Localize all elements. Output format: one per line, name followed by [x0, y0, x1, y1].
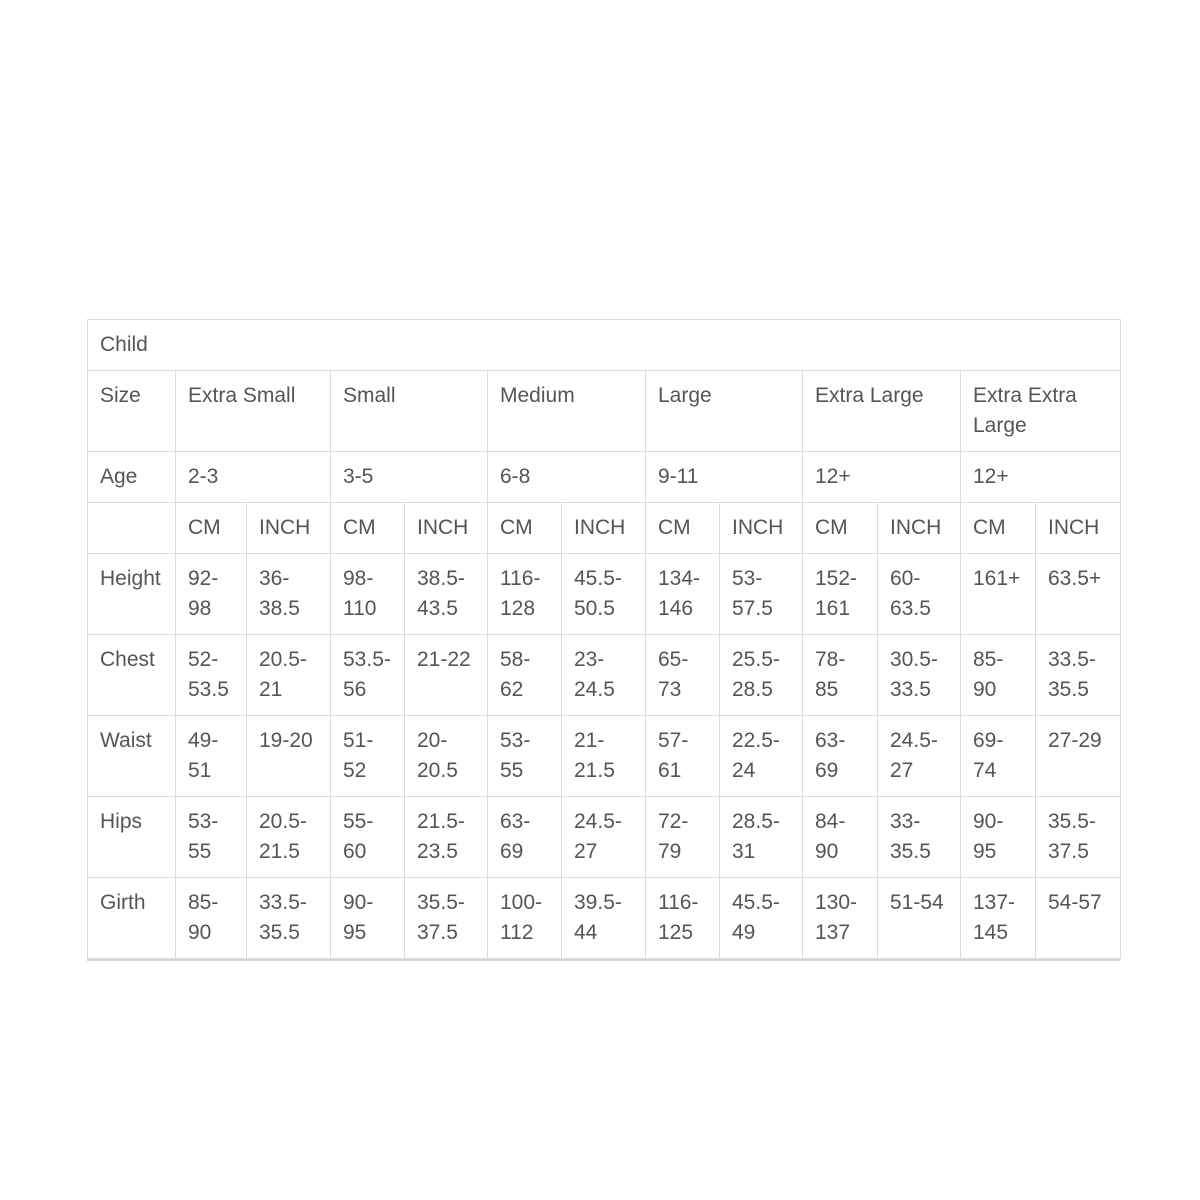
measure-cell: 33-35.5 — [878, 797, 961, 878]
measure-cell: 20.5-21.5 — [247, 797, 331, 878]
measure-cell: 63-69 — [803, 716, 878, 797]
unit-inch: INCH — [562, 503, 646, 554]
measure-cell: 58-62 — [488, 635, 562, 716]
measure-cell: 28.5-31 — [720, 797, 803, 878]
measure-cell: 85-90 — [176, 878, 247, 959]
unit-inch: INCH — [878, 503, 961, 554]
unit-row-blank — [88, 503, 176, 554]
size-extra-large: Extra Large — [803, 371, 961, 452]
measure-cell: 90-95 — [961, 797, 1036, 878]
measure-cell: 20.5-21 — [247, 635, 331, 716]
measure-row-height — [88, 554, 1121, 635]
size-extra-extra-large: Extra Extra Large — [961, 371, 1121, 452]
measure-cell: 36-38.5 — [247, 554, 331, 635]
measure-cell: 161+ — [961, 554, 1036, 635]
measure-cell: 98-110 — [331, 554, 405, 635]
measure-cell: 90-95 — [331, 878, 405, 959]
age-cell: 12+ — [961, 452, 1121, 503]
measure-cell: 35.5-37.5 — [405, 878, 488, 959]
row-label: Height — [88, 554, 176, 635]
unit-inch: INCH — [1036, 503, 1121, 554]
measure-cell: 20-20.5 — [405, 716, 488, 797]
measure-cell: 49-51 — [176, 716, 247, 797]
measure-cell: 53-55 — [488, 716, 562, 797]
size-label: Size — [88, 371, 176, 452]
measure-cell: 25.5-28.5 — [720, 635, 803, 716]
measure-cell: 21.5-23.5 — [405, 797, 488, 878]
measure-cell: 24.5-27 — [562, 797, 646, 878]
measure-cell: 51-52 — [331, 716, 405, 797]
measure-cell: 85-90 — [961, 635, 1036, 716]
measure-cell: 130-137 — [803, 878, 878, 959]
age-label: Age — [88, 452, 176, 503]
unit-cm: CM — [176, 503, 247, 554]
measure-cell: 19-20 — [247, 716, 331, 797]
unit-inch: INCH — [720, 503, 803, 554]
age-row — [88, 452, 1121, 503]
measure-cell: 69-74 — [961, 716, 1036, 797]
measure-cell: 54-57 — [1036, 878, 1121, 959]
measure-cell: 152-161 — [803, 554, 878, 635]
measure-row-waist — [88, 716, 1121, 797]
measure-cell: 57-61 — [646, 716, 720, 797]
age-cell: 6-8 — [488, 452, 646, 503]
measure-cell: 21-21.5 — [562, 716, 646, 797]
measure-row-hips — [88, 797, 1121, 878]
row-label: Hips — [88, 797, 176, 878]
row-label: Girth — [88, 878, 176, 959]
measure-cell: 92-98 — [176, 554, 247, 635]
unit-inch: INCH — [405, 503, 488, 554]
age-cell: 9-11 — [646, 452, 803, 503]
measure-cell: 51-54 — [878, 878, 961, 959]
age-cell: 3-5 — [331, 452, 488, 503]
measure-cell: 45.5-49 — [720, 878, 803, 959]
measure-cell: 137-145 — [961, 878, 1036, 959]
measure-cell: 78-85 — [803, 635, 878, 716]
measure-cell: 63.5+ — [1036, 554, 1121, 635]
measure-cell: 84-90 — [803, 797, 878, 878]
measure-cell: 24.5-27 — [878, 716, 961, 797]
measure-cell: 27-29 — [1036, 716, 1121, 797]
measure-cell: 23-24.5 — [562, 635, 646, 716]
measure-cell: 53.5-56 — [331, 635, 405, 716]
unit-cm: CM — [961, 503, 1036, 554]
size-medium: Medium — [488, 371, 646, 452]
age-cell: 2-3 — [176, 452, 331, 503]
unit-row — [88, 503, 1121, 554]
measure-cell: 21-22 — [405, 635, 488, 716]
measure-cell: 33.5-35.5 — [1036, 635, 1121, 716]
measure-cell: 116-125 — [646, 878, 720, 959]
age-cell: 12+ — [803, 452, 961, 503]
measure-cell: 134-146 — [646, 554, 720, 635]
measure-row-chest — [88, 635, 1121, 716]
unit-cm: CM — [488, 503, 562, 554]
row-label: Chest — [88, 635, 176, 716]
measure-cell: 52-53.5 — [176, 635, 247, 716]
measure-cell: 60-63.5 — [878, 554, 961, 635]
size-large: Large — [646, 371, 803, 452]
unit-cm: CM — [803, 503, 878, 554]
measure-cell: 33.5-35.5 — [247, 878, 331, 959]
size-chart-table — [87, 319, 1121, 959]
row-label: Waist — [88, 716, 176, 797]
measure-cell: 55-60 — [331, 797, 405, 878]
measure-cell: 116-128 — [488, 554, 562, 635]
size-row — [88, 371, 1121, 452]
unit-inch: INCH — [247, 503, 331, 554]
unit-cm: CM — [646, 503, 720, 554]
measure-row-girth — [88, 878, 1121, 959]
table-title-row — [88, 320, 1121, 371]
measure-cell: 45.5-50.5 — [562, 554, 646, 635]
measure-cell: 30.5-33.5 — [878, 635, 961, 716]
measure-cell: 35.5-37.5 — [1036, 797, 1121, 878]
measure-cell: 72-79 — [646, 797, 720, 878]
measure-cell: 53-57.5 — [720, 554, 803, 635]
size-extra-small: Extra Small — [176, 371, 331, 452]
measure-cell: 65-73 — [646, 635, 720, 716]
unit-cm: CM — [331, 503, 405, 554]
table-title: Child — [88, 320, 1121, 371]
size-chart-container — [87, 319, 1120, 961]
measure-cell: 63-69 — [488, 797, 562, 878]
measure-cell: 38.5-43.5 — [405, 554, 488, 635]
measure-cell: 100-112 — [488, 878, 562, 959]
size-small: Small — [331, 371, 488, 452]
measure-cell: 53-55 — [176, 797, 247, 878]
measure-cell: 22.5-24 — [720, 716, 803, 797]
measure-cell: 39.5-44 — [562, 878, 646, 959]
